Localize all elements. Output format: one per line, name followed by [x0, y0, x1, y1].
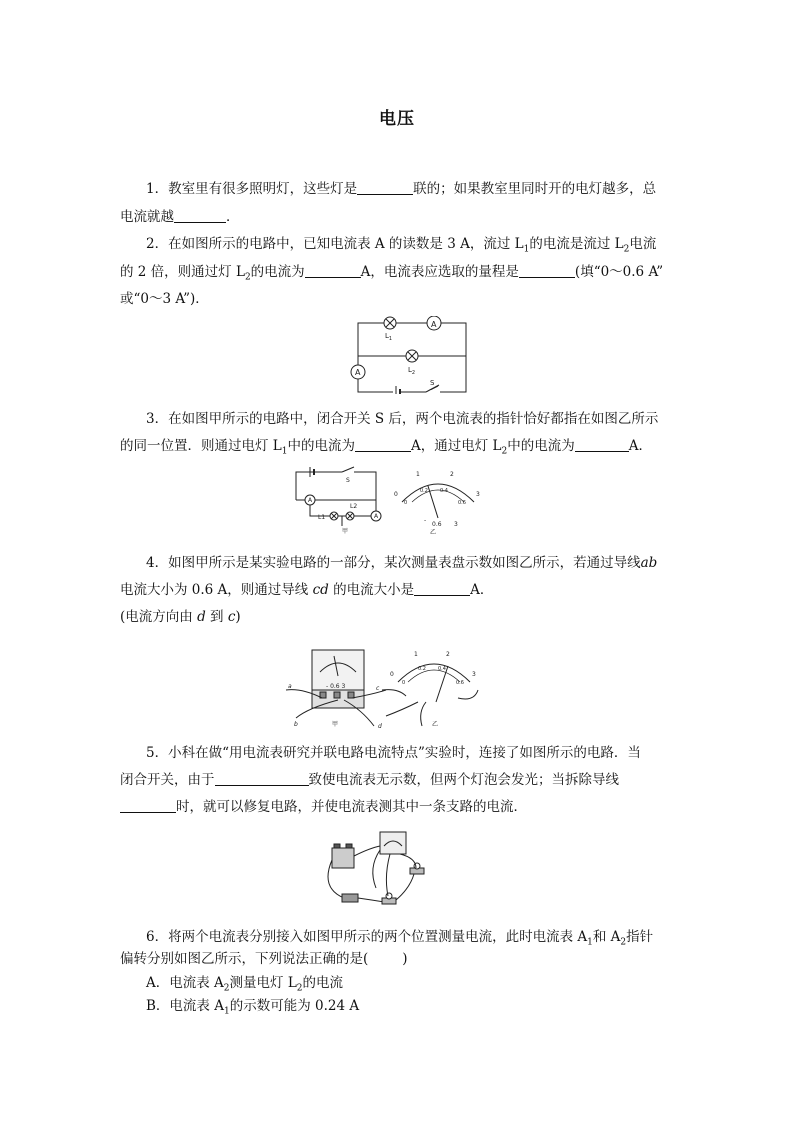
svg-text:A: A — [308, 497, 313, 504]
svg-text:A: A — [355, 368, 361, 377]
svg-text:L2: $L_2$ — [408, 366, 416, 376]
answer-blank[interactable] — [414, 581, 470, 596]
answer-blank[interactable] — [215, 771, 309, 786]
svg-text:3: 3 — [454, 521, 458, 528]
q4-line3: (电流方向由 d 到 c) — [120, 609, 241, 625]
q4-ammeter-jia — [282, 646, 388, 730]
svg-text:0.6: 0.6 — [458, 500, 466, 506]
answer-blank[interactable] — [174, 208, 226, 223]
svg-text:0.6: 0.6 — [456, 680, 464, 686]
q3-line2: 的同一位置．则通过电灯 $L_1$中的电流为 A，通过电灯 $L_2$中的电流为 A． — [120, 438, 652, 457]
q2-line1: 2．在如图所示的电路中，已知电流表 A 的读数是 3 A，流过 $L_1$的电流是流过 $L_2$电流 — [146, 236, 657, 255]
answer-blank[interactable] — [120, 798, 176, 813]
svg-text:L1: $L_1$ — [385, 332, 393, 342]
answer-blank[interactable] — [575, 437, 629, 452]
q1-line2: 电流就越 ． — [120, 209, 240, 225]
svg-text:0.2: 0.2 — [420, 488, 428, 494]
svg-text:0.6: 0.6 — [432, 521, 442, 528]
svg-text:-: - — [424, 517, 427, 524]
svg-text:c: c — [376, 685, 380, 692]
q4-line1: 4．如图甲所示是某实验电路的一部分，某次测量表盘示数如图乙所示，若通过导线ab — [146, 555, 658, 571]
svg-text:L2: L2 — [350, 503, 358, 510]
svg-text:d: d — [378, 723, 382, 730]
q6-line2: 偏转分别如图乙所示，下列说法正确的是( ) — [120, 951, 408, 967]
svg-text:3: 3 — [476, 491, 480, 498]
svg-text:- 0.6 3: - 0.6 3 — [326, 683, 346, 690]
q2-circuit-figure — [346, 316, 472, 394]
svg-text:S: S — [430, 379, 435, 387]
svg-text:2: 2 — [450, 471, 454, 478]
q2-line3: 或“0～3 A”)． — [120, 291, 209, 307]
svg-text:乙: 乙 — [430, 529, 437, 534]
svg-text:S: S — [346, 477, 350, 484]
svg-text:2: 2 — [446, 651, 450, 658]
svg-text:0: 0 — [390, 671, 394, 678]
q4-meter-yi — [378, 646, 482, 730]
q6-option-b: B．电流表 $A_1$的示数可能为 0.24 A — [146, 998, 360, 1017]
svg-text:1: 1 — [416, 471, 420, 478]
svg-text:甲: 甲 — [342, 528, 349, 534]
svg-text:0.2: 0.2 — [418, 666, 426, 672]
q6-line1: 6．将两个电流表分别接入如图甲所示的两个位置测量电流，此时电流表 $A_1$和 $A_2$指针 — [146, 929, 654, 948]
svg-text:0: 0 — [402, 680, 406, 686]
svg-text:0: 0 — [394, 491, 398, 498]
svg-text:b: b — [294, 721, 298, 728]
q5-physical-circuit-figure — [320, 828, 432, 912]
svg-text:乙: 乙 — [432, 721, 439, 728]
svg-text:L1: L1 — [318, 514, 326, 521]
answer-blank[interactable] — [519, 263, 575, 278]
q1-line1: 1．教室里有很多照明灯，这些灯是 联的；如果教室里同时开的电灯越多，总 — [146, 181, 657, 197]
svg-text:1: 1 — [414, 651, 418, 658]
q3-circuit-jia — [292, 464, 388, 534]
answer-blank[interactable] — [305, 263, 361, 278]
svg-text:A: A — [431, 320, 437, 329]
svg-text:a: a — [288, 683, 292, 690]
page-title: 电压 — [379, 109, 415, 129]
answer-blank[interactable] — [355, 437, 411, 452]
q5-line2: 闭合开关，由于 致使电流表无示数，但两个灯泡会发光；当拆除导线 — [120, 772, 619, 788]
svg-text:0.4: 0.4 — [440, 488, 448, 494]
q2-line2: 的 2 倍，则通过灯 $L_2$的电流为 A，电流表应选取的量程是 (填“0～0.6 A” — [120, 264, 664, 283]
svg-text:0: 0 — [404, 500, 408, 506]
svg-text:3: 3 — [472, 671, 476, 678]
q5-line1: 5．小科在做“用电流表研究并联电路电流特点”实验时，连接了如图所示的电路．当 — [146, 745, 641, 761]
q3-meter-yi — [390, 466, 486, 534]
svg-text:0.4: 0.4 — [438, 666, 446, 672]
q3-line1: 3．在如图甲所示的电路中，闭合开关 S 后，两个电流表的指针恰好都指在如图乙所示 — [146, 411, 659, 427]
answer-blank[interactable] — [357, 180, 413, 195]
q4-line2: 电流大小为 0.6 A，则通过导线 cd 的电流大小是 A． — [120, 582, 494, 598]
q5-line3: 时，就可以修复电路，并使电流表测其中一条支路的电流． — [120, 797, 680, 817]
q6-option-a: A．电流表 $A_2$测量电灯 $L_2$的电流 — [146, 975, 344, 994]
svg-text:甲: 甲 — [332, 721, 339, 728]
svg-text:A: A — [374, 513, 379, 520]
